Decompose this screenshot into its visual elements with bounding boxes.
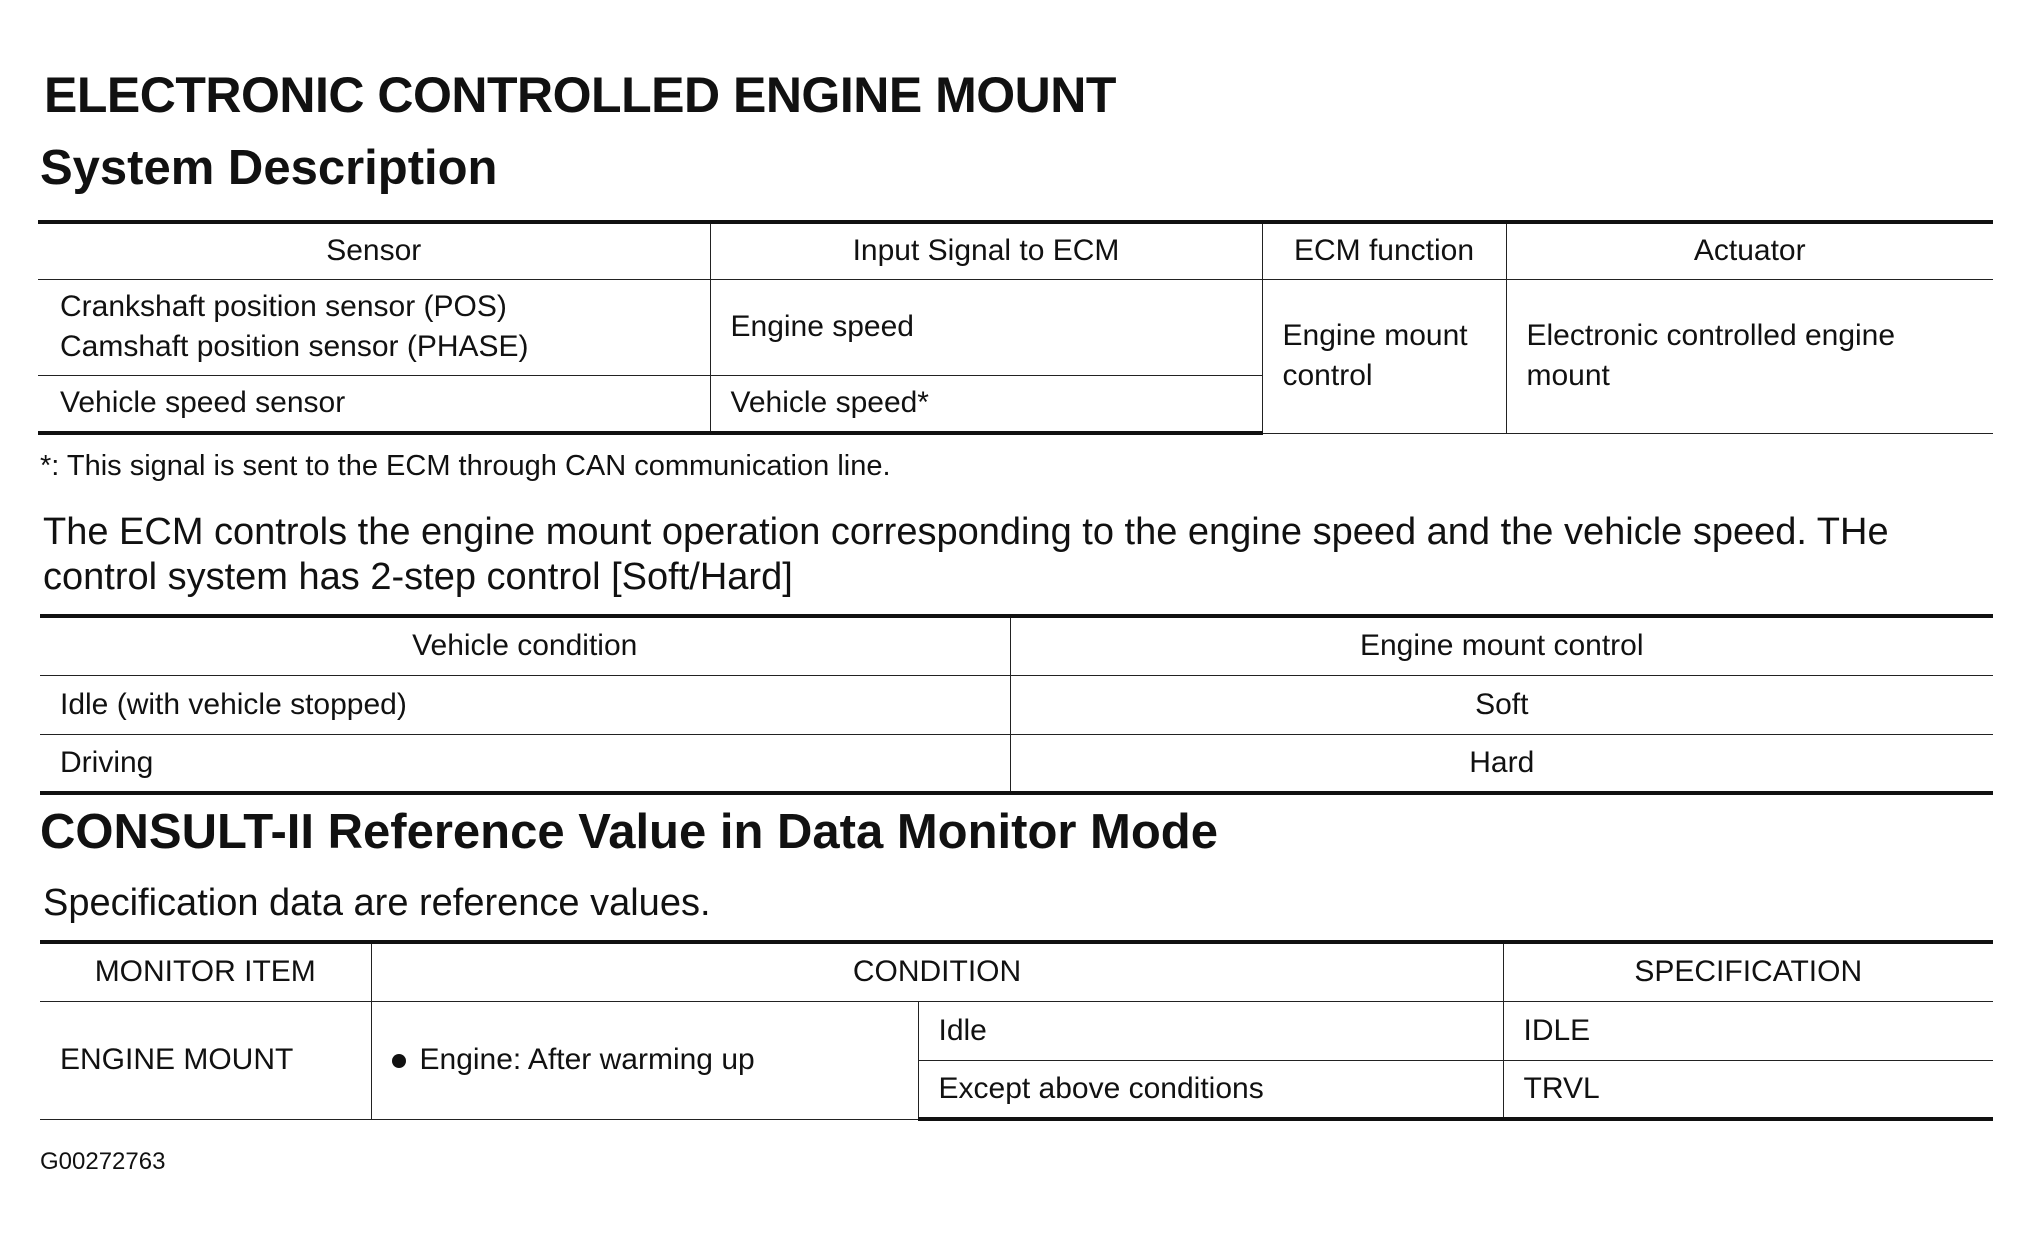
engine-mount-control-table xyxy=(40,614,1993,795)
table-header-row xyxy=(38,222,1993,279)
actuator-line2: mount xyxy=(1526,359,1610,392)
header-specification: SPECIFICATION xyxy=(1503,942,1993,1001)
actuator-cell xyxy=(1506,279,1993,433)
page-title: ELECTRONIC CONTROLLED ENGINE MOUNT xyxy=(44,67,1116,123)
header-engine-mount-control: Engine mount control xyxy=(1010,616,1993,675)
sensor-cell: Vehicle speed sensor xyxy=(38,375,710,433)
ecm-function-line2: control xyxy=(1282,359,1373,392)
control-cell: Soft xyxy=(1010,675,1993,734)
header-input-signal: Input Signal to ECM xyxy=(710,222,1262,279)
actuator-line1: Electronic controlled engine xyxy=(1526,319,1896,352)
sensor-camshaft: Camshaft position sensor (PHASE) xyxy=(60,330,529,363)
condition-text: Engine: After warming up xyxy=(419,1043,755,1076)
description-paragraph xyxy=(43,510,2003,600)
input-signal-cell: Engine speed xyxy=(710,279,1262,375)
condition-cell: Idle (with vehicle stopped) xyxy=(40,675,1010,734)
specification-cell: IDLE xyxy=(1503,1001,1993,1060)
sensor-cell xyxy=(38,279,710,375)
header-actuator: Actuator xyxy=(1506,222,1993,279)
control-cell: Hard xyxy=(1010,734,1993,793)
header-monitor-item: MONITOR ITEM xyxy=(40,942,371,1001)
header-ecm-function: ECM function xyxy=(1262,222,1506,279)
header-sensor: Sensor xyxy=(38,222,710,279)
bullet-icon xyxy=(392,1054,406,1068)
footnote: *: This signal is sent to the ECM through CAN communication line. xyxy=(40,450,891,482)
figure-code: G00272763 xyxy=(40,1148,166,1175)
ecm-function-cell xyxy=(1262,279,1506,433)
specification-cell: TRVL xyxy=(1503,1060,1993,1119)
header-vehicle-condition: Vehicle condition xyxy=(40,616,1010,675)
description-line: control system has 2-step control [Soft/Hard] xyxy=(43,556,793,598)
sub-condition-cell: Idle xyxy=(918,1001,1503,1060)
table-row xyxy=(40,1001,1993,1060)
sensor-crankshaft: Crankshaft position sensor (POS) xyxy=(60,290,507,323)
table-row xyxy=(40,734,1993,793)
sub-condition-cell: Except above conditions xyxy=(918,1060,1503,1119)
input-signal-cell: Vehicle speed* xyxy=(710,375,1262,433)
header-condition: CONDITION xyxy=(371,942,1503,1001)
section-heading-consult: CONSULT-II Reference Value in Data Monitor Mode xyxy=(40,805,1218,859)
table-header-row xyxy=(40,942,1993,1001)
table-header-row xyxy=(40,616,1993,675)
description-line: The ECM controls the engine mount operation corresponding to the engine speed and the vehicle speed. THe xyxy=(43,511,1889,553)
specification-note: Specification data are reference values. xyxy=(43,882,711,924)
system-description-table xyxy=(38,220,1993,435)
condition-cell xyxy=(371,1001,918,1119)
monitor-reference-table xyxy=(40,940,1993,1121)
ecm-function-line1: Engine mount xyxy=(1282,319,1468,352)
condition-cell: Driving xyxy=(40,734,1010,793)
table-row xyxy=(40,675,1993,734)
section-heading-system-description: System Description xyxy=(40,141,498,195)
table-row xyxy=(38,279,1993,375)
monitor-item-cell: ENGINE MOUNT xyxy=(40,1001,371,1119)
